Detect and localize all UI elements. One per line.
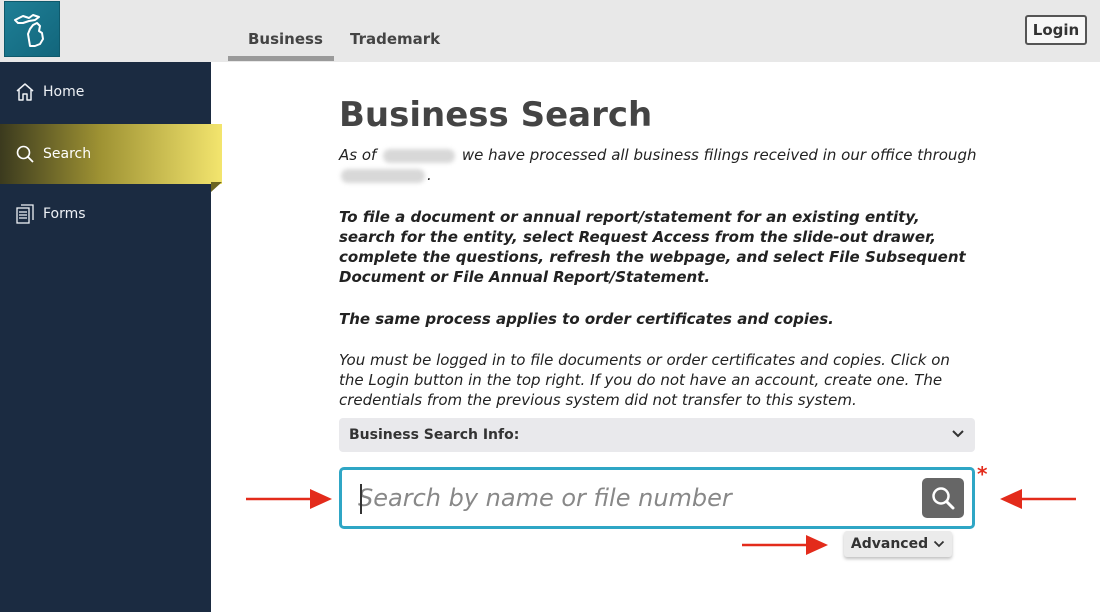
- text-period: .: [427, 166, 432, 184]
- filing-instructions: To file a document or annual report/statement for an existing entity, search for the entity, select Request Access from the slide-out drawer, complete the questions, refresh the webpage, and select File Subsequent Document or File Annual Report/Statement.: [339, 208, 966, 286]
- magnifier-icon: [930, 485, 956, 511]
- search-button[interactable]: [922, 478, 964, 518]
- search-icon: [15, 144, 35, 164]
- arrow-right-icon: [244, 486, 336, 512]
- sidebar-item-home[interactable]: [0, 62, 211, 122]
- text-processed: we have processed all business filings received in our office: [461, 146, 913, 164]
- certificates-note: The same process applies to order certificates and copies.: [339, 310, 834, 328]
- michigan-map-icon: [9, 6, 55, 52]
- michigan-logo[interactable]: [4, 1, 60, 57]
- arrow-left-icon: [996, 486, 1078, 512]
- tab-business[interactable]: Business: [248, 30, 323, 48]
- home-icon: [15, 82, 35, 102]
- chevron-down-icon: [933, 540, 945, 548]
- text-through: through: [917, 146, 977, 164]
- search-box: [339, 467, 975, 529]
- sidebar-item-label: Home: [43, 84, 85, 100]
- login-button[interactable]: Login: [1025, 15, 1087, 45]
- active-item-fold: [211, 182, 222, 192]
- active-tab-indicator: [228, 56, 334, 61]
- login-instructions: You must be logged in to file documents or order certificates and copies. Click on the Login button in the top right. If you do not have an account, create one. The credentials from the previous system did not transfer to this system.: [339, 351, 950, 409]
- tab-trademark[interactable]: Trademark: [350, 30, 441, 48]
- text-cursor: [360, 484, 362, 514]
- required-asterisk: *: [977, 462, 988, 486]
- redacted-date: [341, 169, 425, 183]
- chevron-down-icon: [951, 427, 965, 443]
- forms-icon: [15, 204, 35, 224]
- accordion-label: Business Search Info:: [349, 427, 520, 443]
- advanced-button[interactable]: [844, 531, 952, 557]
- page-title: Business Search: [339, 95, 653, 135]
- sidebar-item-label: Search: [43, 146, 92, 162]
- sidebar-item-label: Forms: [43, 206, 86, 222]
- top-bar: [0, 0, 1100, 62]
- sidebar-item-search[interactable]: [0, 124, 222, 184]
- sidebar: [0, 62, 211, 612]
- arrow-right-icon: [740, 532, 832, 558]
- sidebar-item-forms[interactable]: [0, 184, 211, 244]
- redacted-date: [383, 149, 455, 163]
- business-search-info-accordion[interactable]: [339, 418, 975, 452]
- processing-date-text: [339, 145, 979, 185]
- search-input[interactable]: [358, 484, 898, 512]
- advanced-label: Advanced: [850, 536, 929, 552]
- text-as-of: As of: [339, 146, 377, 164]
